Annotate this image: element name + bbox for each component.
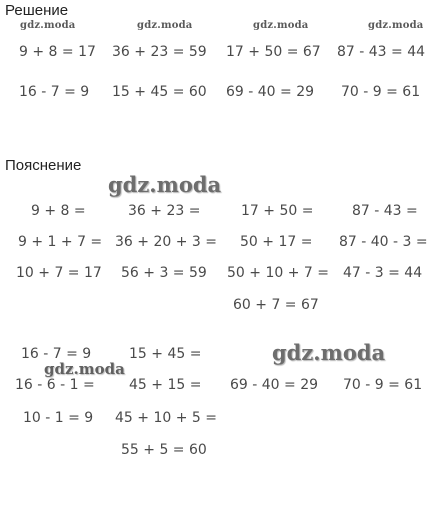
explanation-cell: 36 + 20 + 3 = xyxy=(115,234,217,250)
explanation-cell: 47 - 3 = 44 xyxy=(343,265,423,281)
solution-cell: 15 + 45 = 60 xyxy=(112,84,207,100)
explanation-cell: 50 + 17 = xyxy=(240,234,313,250)
explanation-cell: 60 + 7 = 67 xyxy=(233,297,319,313)
explanation-cell: 87 - 40 - 3 = xyxy=(339,234,428,250)
solution-cell: 17 + 50 = 67 xyxy=(226,44,321,60)
explanation-cell: 16 - 7 = 9 xyxy=(21,346,92,362)
watermark: gdz.moda xyxy=(44,360,125,378)
explanation-cell: 50 + 10 + 7 = xyxy=(227,265,329,281)
explanation-cell: 9 + 8 = xyxy=(31,203,86,219)
solution-cell: 16 - 7 = 9 xyxy=(19,84,90,100)
explanation-heading: Пояснение xyxy=(5,157,82,174)
explanation-cell: 15 + 45 = xyxy=(129,346,202,362)
solution-cell: 87 - 43 = 44 xyxy=(337,44,426,60)
watermark: gdz.moda xyxy=(368,20,424,31)
watermark: gdz.moda xyxy=(253,20,309,31)
solution-cell: 70 - 9 = 61 xyxy=(341,84,421,100)
explanation-cell: 36 + 23 = xyxy=(128,203,201,219)
watermark: gdz.moda xyxy=(272,340,386,365)
explanation-cell: 45 + 15 = xyxy=(129,377,202,393)
solution-cell: 9 + 8 = 17 xyxy=(19,44,96,60)
explanation-cell: 56 + 3 = 59 xyxy=(121,265,207,281)
explanation-cell: 70 - 9 = 61 xyxy=(343,377,423,393)
explanation-cell: 9 + 1 + 7 = xyxy=(18,234,103,250)
explanation-cell: 16 - 6 - 1 = xyxy=(15,377,95,393)
solution-heading: Решение xyxy=(5,2,69,19)
solution-cell: 69 - 40 = 29 xyxy=(226,84,315,100)
explanation-cell: 10 + 7 = 17 xyxy=(16,265,102,281)
watermark: gdz.moda xyxy=(137,20,193,31)
watermark: gdz.moda xyxy=(108,172,222,197)
solution-cell: 36 + 23 = 59 xyxy=(112,44,207,60)
explanation-cell: 87 - 43 = xyxy=(352,203,418,219)
explanation-cell: 10 - 1 = 9 xyxy=(23,410,94,426)
explanation-cell: 69 - 40 = 29 xyxy=(230,377,319,393)
watermark: gdz.moda xyxy=(20,20,76,31)
explanation-cell: 17 + 50 = xyxy=(241,203,314,219)
explanation-cell: 55 + 5 = 60 xyxy=(121,442,207,458)
explanation-cell: 45 + 10 + 5 = xyxy=(115,410,217,426)
